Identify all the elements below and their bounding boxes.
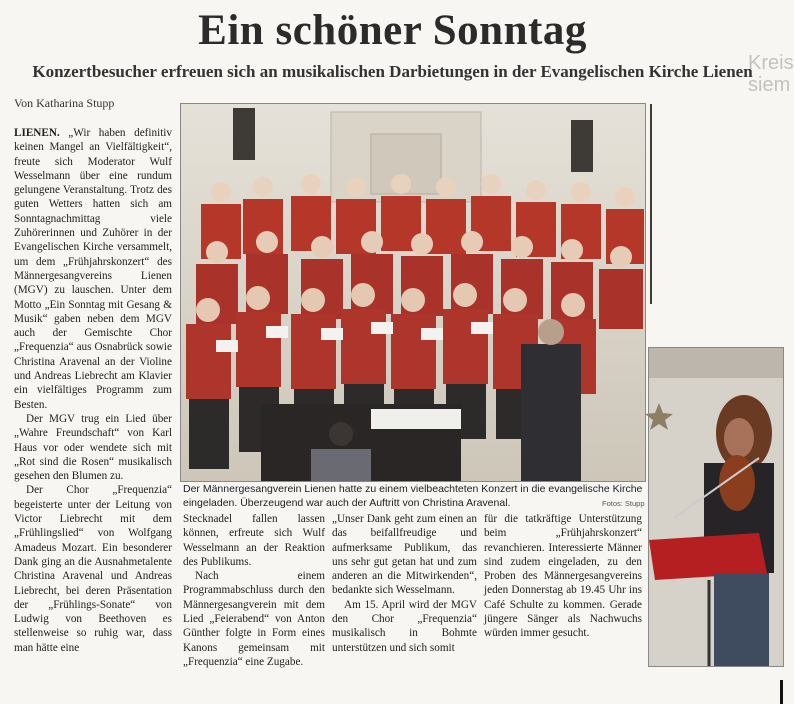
choir-photo <box>180 103 646 482</box>
violinist-image <box>649 348 783 666</box>
choir-image <box>181 104 645 481</box>
article-column-1 <box>14 126 172 655</box>
paragraph: für die tatkräftige Unterstützung beim „Frühjahrskonzert“ revanchieren. Interessierte Männer sind zudem eingeladen, zu den Proben des Männergesangvereins jeden Donnerstag ab 19.45 Uhr ins Café Schulte zu kommen. Gerade jüngere Sänger als Nachwuchs würden immer gesucht. <box>484 513 642 640</box>
bleed-through-text: Kreis siem <box>748 52 794 96</box>
photo-caption: Der Männergesangverein Lienen hatte zu einem vielbeachteten Konzert in die evangelische Kirche eingeladen. Überzeugend war auch der Auftritt von Christina Aravenal. <box>183 483 643 509</box>
paragraph: Am 15. April wird der MGV den Chor „Frequenzia“ musikalisch in Bohmte unterstützen und sich somit <box>332 598 477 654</box>
violinist-photo <box>648 347 784 667</box>
paragraph: LIENEN. „Wir haben definitiv keinen Mangel an Vielfältigkeit“, freute sich Moderator Wulf Wesselmann über eine rundum gelungene Veranstaltung. Trotz des guten Wetters hatten sich am Sonntagnachmittag viele Zuhörerinnen und Zuhörer in der Evangelischen Kirche versammelt, um dem „Frühjahrskonzert“ des Männergesangvereins Lienen (MGV) zu lauschen. Unter dem Motto „Ein Sonntag mit Gesang & Musik“ gaben neben dem MGV auch der Gemischte Chor „Frequenzia“ aus Osnabrück sowie Christina Aravenal an der Violine und Andreas Liebrecht am Klavier ein vielfältiges Programm zum Besten. <box>14 127 173 411</box>
subheadline: Konzertbesucher erfreuen sich an musikalischen Darbietungen in der Evangelischen Kirche Lienen <box>32 62 753 81</box>
article-column-4 <box>484 512 642 641</box>
paragraph: Der Chor „Frequenzia“ begeisterte unter der Leitung von Victor Liebrecht mit dem „Frühlingslied“ von Wolfgang Amadeus Mozart. Ein besonderer Dank ging an die Ausnahmetalente Christina Aravenal und Andreas Liebrecht, bei deren Präsentation der „Frühlings-Sonate“ von Ludwig von Beethoven es stellenweise so ruhig war, dass man hätte eine <box>14 484 172 654</box>
paragraph: Nach einem Programmabschluss durch den Männergesangverein mit dem Lied „Feierabend“ von Anton Günther folgte in Form eines Kanons gemeinsam mit „Frequenzia“ eine Zugabe. <box>183 570 325 668</box>
paragraph: „Unser Dank geht zum einen an das beifallfreudige und aufmerksame Publikum, das uns sehr gut getan hat und zum anderen an die Mitwirkenden“, bedankte sich Wesselmann. <box>332 513 477 597</box>
dateline: LIENEN. <box>14 127 60 139</box>
paragraph: Der MGV trug ein Lied über „Wahre Freundschaft“ von Karl Haus vor oder wendete sich mit „Rot sind die Rosen“ musikalisch gesehen den Blumen zu. <box>14 412 172 483</box>
page-edge-divider <box>780 680 783 704</box>
article-column-2 <box>183 512 325 669</box>
byline: Von Katharina Stupp <box>14 96 115 110</box>
photo-credit: Fotos: Stupp <box>602 499 645 508</box>
paragraph: Stecknadel fallen lassen können, erfreute sich Wulf Wesselmann an der Reaktion des Publikums. <box>183 513 325 568</box>
headline: Ein schöner Sonntag <box>198 7 587 54</box>
article-column-3 <box>332 512 477 655</box>
